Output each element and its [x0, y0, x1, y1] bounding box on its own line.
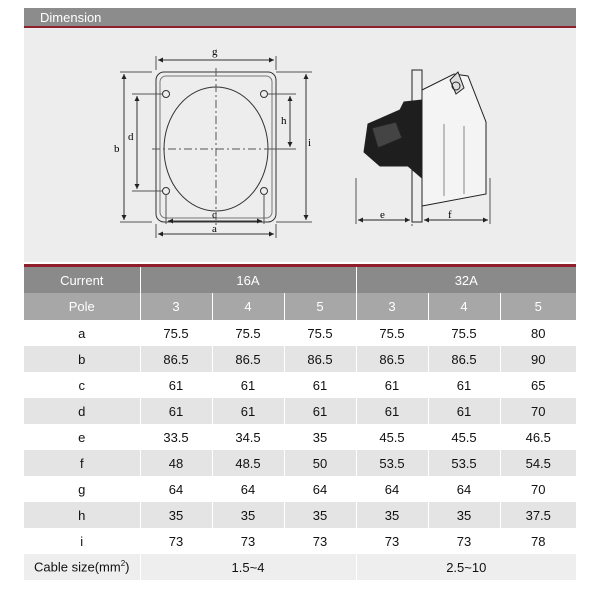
table-row: [24, 398, 576, 424]
table-cell: 45.5: [356, 424, 428, 450]
header-row-current: [24, 266, 576, 294]
cable-size-row: [24, 554, 576, 580]
table-cell: 75.5: [284, 320, 356, 346]
table-cell: 61: [284, 372, 356, 398]
table-cell: 70: [500, 398, 576, 424]
table-cell: 35: [284, 502, 356, 528]
table-cell: 61: [284, 398, 356, 424]
table-cell: 33.5: [140, 424, 212, 450]
table-row: [24, 528, 576, 554]
table-cell: 61: [428, 398, 500, 424]
table-cell: 73: [428, 528, 500, 554]
table-cell: 73: [140, 528, 212, 554]
table-cell: 73: [212, 528, 284, 554]
row-label: h: [24, 502, 140, 528]
label-c: c: [212, 209, 217, 221]
section-title: Dimension: [40, 10, 102, 25]
table-cell: 35: [428, 502, 500, 528]
label-e: e: [380, 209, 385, 221]
header-pole: 3: [356, 293, 428, 320]
cable-label-sup: 2: [120, 559, 126, 569]
table-cell: 75.5: [140, 320, 212, 346]
table-cell: 61: [428, 372, 500, 398]
mount-hole-br: [261, 188, 268, 195]
table-cell: 86.5: [284, 346, 356, 372]
table-cell: 64: [356, 476, 428, 502]
dimension-drawing: [24, 28, 576, 262]
row-label: f: [24, 450, 140, 476]
section-header: [24, 8, 576, 28]
table-cell: 61: [356, 398, 428, 424]
table-cell: 35: [356, 502, 428, 528]
cable-size-label: [24, 554, 140, 580]
header-group-16a: 16A: [140, 266, 356, 294]
table-cell: 64: [140, 476, 212, 502]
dimension-table-wrap: [24, 264, 576, 580]
row-label: e: [24, 424, 140, 450]
table-cell: 73: [284, 528, 356, 554]
row-label: b: [24, 346, 140, 372]
row-label: c: [24, 372, 140, 398]
header-pole: 4: [428, 293, 500, 320]
table-cell: 61: [140, 398, 212, 424]
table-cell: 75.5: [428, 320, 500, 346]
table-cell: 53.5: [356, 450, 428, 476]
table-cell: 34.5: [212, 424, 284, 450]
label-a: a: [212, 223, 217, 235]
table-row: [24, 450, 576, 476]
dimension-table: [24, 264, 576, 580]
side-body: [422, 74, 486, 206]
table-cell: 35: [140, 502, 212, 528]
mount-hole-tl: [163, 91, 170, 98]
mount-hole-tr: [261, 91, 268, 98]
table-cell: 90: [500, 346, 576, 372]
table-body: [24, 320, 576, 580]
table-cell: 35: [212, 502, 284, 528]
table-cell: 64: [428, 476, 500, 502]
table-row: [24, 320, 576, 346]
label-g: g: [212, 46, 218, 58]
row-label: g: [24, 476, 140, 502]
label-f: f: [448, 209, 452, 221]
label-d: d: [128, 131, 134, 143]
table-cell: 46.5: [500, 424, 576, 450]
table-cell: 45.5: [428, 424, 500, 450]
cable-label-prefix: Cable size(mm: [34, 559, 121, 575]
mount-hole-bl: [163, 188, 170, 195]
label-i: i: [308, 137, 312, 149]
header-pole-label: Pole: [24, 293, 140, 320]
table-row: [24, 476, 576, 502]
table-row: [24, 372, 576, 398]
header-row-pole: [24, 293, 576, 320]
table-cell: 86.5: [356, 346, 428, 372]
table-cell: 50: [284, 450, 356, 476]
table-cell: 37.5: [500, 502, 576, 528]
side-view: [356, 70, 490, 226]
header-pole: 5: [500, 293, 576, 320]
cable-size-32a: 2.5~10: [356, 554, 576, 580]
table-cell: 75.5: [356, 320, 428, 346]
table-cell: 65: [500, 372, 576, 398]
row-label: d: [24, 398, 140, 424]
header-pole: 4: [212, 293, 284, 320]
header-current-label: Current: [24, 266, 140, 294]
table-cell: 61: [212, 372, 284, 398]
technical-drawing: [24, 28, 576, 262]
table-cell: 64: [212, 476, 284, 502]
table-cell: 70: [500, 476, 576, 502]
cable-size-16a: 1.5~4: [140, 554, 356, 580]
table-cell: 75.5: [212, 320, 284, 346]
label-h: h: [281, 115, 287, 127]
label-b: b: [114, 143, 120, 155]
table-cell: 48: [140, 450, 212, 476]
table-cell: 61: [140, 372, 212, 398]
table-cell: 80: [500, 320, 576, 346]
table-row: [24, 424, 576, 450]
table-cell: 86.5: [428, 346, 500, 372]
table-cell: 73: [356, 528, 428, 554]
table-cell: 86.5: [140, 346, 212, 372]
header-pole: 5: [284, 293, 356, 320]
header-group-32a: 32A: [356, 266, 576, 294]
row-label: i: [24, 528, 140, 554]
table-cell: 86.5: [212, 346, 284, 372]
table-cell: 54.5: [500, 450, 576, 476]
table-row: [24, 502, 576, 528]
header-pole: 3: [140, 293, 212, 320]
table-cell: 78: [500, 528, 576, 554]
table-cell: 35: [284, 424, 356, 450]
table-row: [24, 346, 576, 372]
cable-label-suffix: ): [125, 559, 130, 575]
table-cell: 64: [284, 476, 356, 502]
row-label: a: [24, 320, 140, 346]
table-cell: 61: [356, 372, 428, 398]
table-cell: 53.5: [428, 450, 500, 476]
table-cell: 48.5: [212, 450, 284, 476]
table-cell: 61: [212, 398, 284, 424]
